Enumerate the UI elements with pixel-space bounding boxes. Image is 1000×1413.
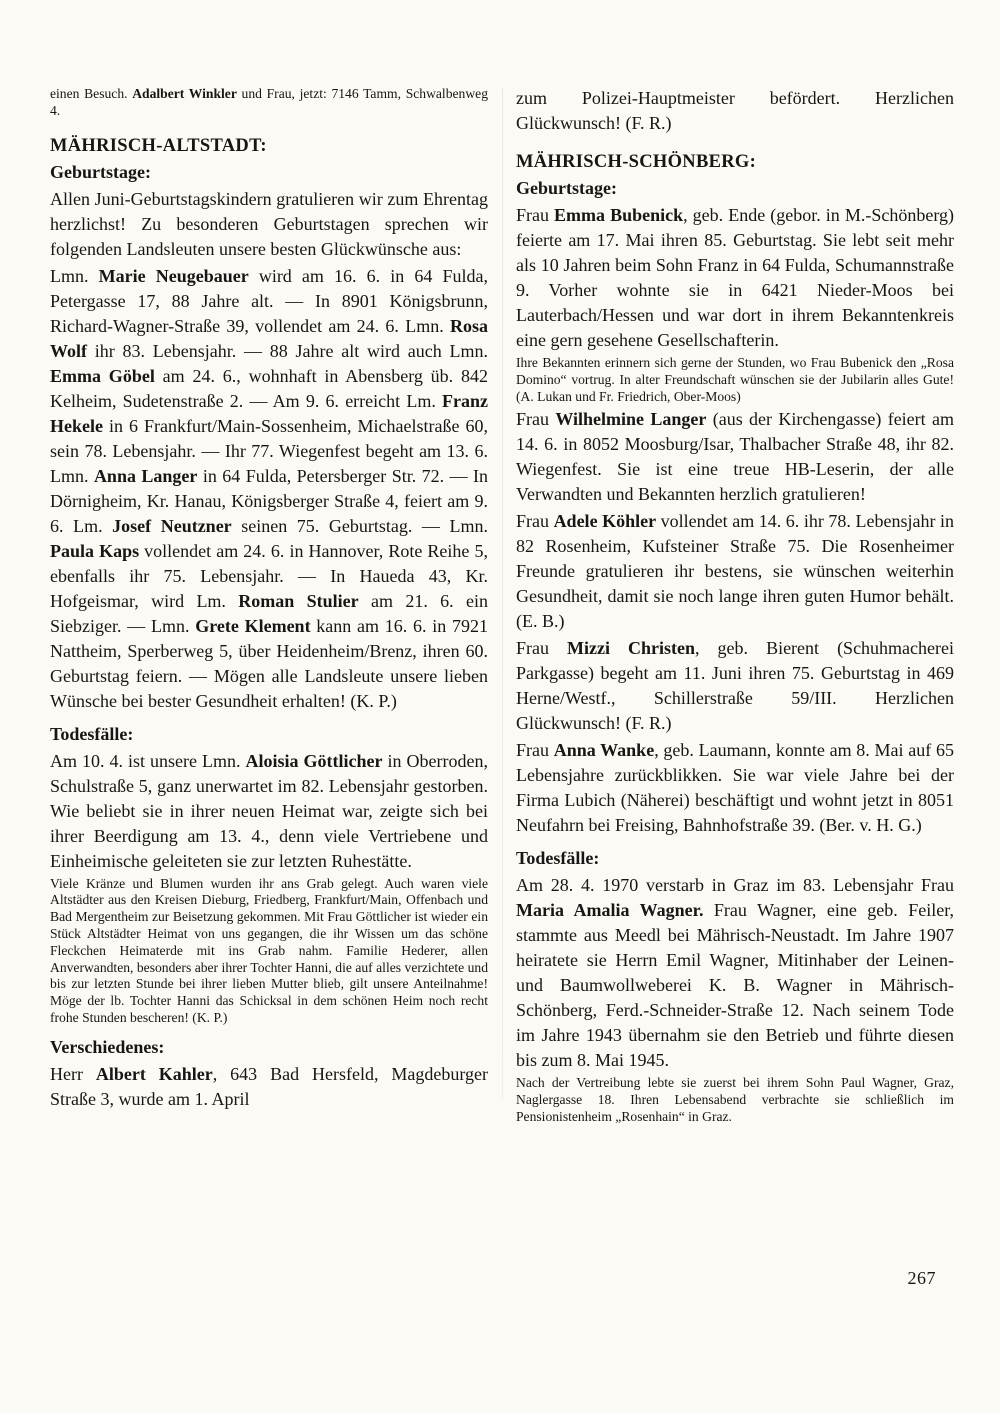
body-paragraph: [516, 203, 954, 353]
right-column: [516, 84, 954, 1128]
text-run: in 6 Frankfurt/Main-Sossenheim, Michaelstraße 60, sein 78. Lebensjahr. — Ihr 77. Wiegenfest begeht am 13. 6. Lmn.: [50, 415, 488, 486]
text-run: und Frau, jetzt: 7146 Tamm, Schwalbenweg 4.: [50, 86, 488, 118]
bold-name-text: Adalbert Winkler: [132, 86, 237, 101]
bold-name-text: Marie Neugebauer: [98, 265, 249, 286]
fine-print-paragraph: [516, 355, 954, 405]
text-run: ihr 83. Lebensjahr. — 88 Jahre alt wird auch Lmn.: [87, 340, 488, 361]
subsection-label: Verschiedenes:: [50, 1036, 165, 1057]
fine-print-paragraph: [516, 1075, 954, 1125]
text-run: Nach der Vertreibung lebte sie zuerst bei ihrem Sohn Paul Wagner, Graz, Naglergasse 18. Ihren Lebensabend verbrachte sie schließlich im Pensionistenheim „Rosenhain“ in Graz.: [516, 1075, 954, 1124]
body-paragraph: [516, 407, 954, 507]
text-run: (aus der Kirchengasse) feiert am 14. 6. in 8052 Moosburg/Isar, Thalbacher Straße 48, ihr 82. Wiegenfest. Sie ist eine treue HB-Leserin, der alle Verwandten und Bekannten herzlich gratulieren!: [516, 409, 955, 505]
section-heading: MÄHRISCH-ALTSTADT:: [50, 135, 267, 156]
text-run: Frau: [516, 740, 554, 761]
text-run: Frau: [516, 638, 568, 659]
text-run: Frau: [516, 409, 556, 430]
bold-name-text: Aloisia Göttlicher: [245, 750, 383, 771]
left-column: [50, 84, 488, 1114]
body-paragraph: [50, 749, 488, 874]
text-run: Frau: [516, 511, 554, 532]
bold-name-text: Adele Köhler: [553, 511, 657, 532]
bold-name-text: Josef Neutzner: [112, 515, 232, 536]
text-run: Lmn.: [50, 265, 99, 286]
bold-name-text: Roman Stulier: [238, 590, 359, 611]
body-paragraph: [516, 509, 954, 634]
text-run: am 24. 6., wohnhaft in Abensberg üb. 842 Kelheim, Sudetenstraße 2. — Am 9. 6. erreicht Lm.: [50, 365, 489, 411]
body-paragraph: [516, 636, 954, 736]
body-paragraph: [50, 1062, 488, 1112]
text-run: vollendet am 14. 6. ihr 78. Lebensjahr in 82 Rosenheim, Kufsteiner Straße 75. Die Rosenheimer Freunde gratulieren ihr bestens, sie wünschen weiterhin Gesundheit, damit sie noch lange ihren guten Humor behält. (E. B.): [516, 511, 955, 632]
text-run: Ihre Bekannten erinnern sich gerne der Stunden, wo Frau Bubenick den „Rosa Domino“ vortrug. In alter Freundschaft wünschen sie der Jubilarin alles Gute! (A. Lukan und Fr. Friedrich, Ober-Moos): [516, 355, 954, 404]
text-run: kann am 16. 6. in 7921 Nattheim, Sperberweg 5, über Heidenheim/Brenz, ihren 60. Geburtstag feiern. — Mögen alle Landsleute unsere lieben Wünsche bei bester Gesundheit erhalten! (K. P.): [50, 615, 488, 711]
text-run: Am 10. 4. ist unsere Lmn.: [50, 750, 246, 771]
text-run: , 643 Bad Hersfeld, Magdeburger Straße 3, wurde am 1. April: [50, 1063, 488, 1109]
column-divider: [502, 88, 503, 1098]
text-run: in 64 Fulda, Petersberger Str. 72. — In Dörnigheim, Kr. Hanau, Königsberger Straße 4, feiert am 9. 6. Lm.: [50, 465, 489, 536]
body-paragraph: [516, 873, 954, 1073]
fine-print-paragraph: [50, 86, 488, 120]
text-run: wird am 16. 6. in 64 Fulda, Petergasse 17, 88 Jahre alt. — In 8901 Königsbrunn, Richard-Wagner-Straße 39, vollendet am 24. 6. Lmn.: [50, 265, 488, 336]
page-number: 267: [907, 1268, 936, 1288]
body-paragraph: [516, 738, 954, 838]
text-run: Allen Juni-Geburtstagskindern gratulieren wir zum Ehrentag herzlichst! Zu besonderen Geburtstagen sprechen wir folgenden Landsleuten unsere besten Glückwünsche aus:: [50, 188, 488, 259]
section-heading: MÄHRISCH-SCHÖNBERG:: [516, 152, 757, 172]
text-run: einen Besuch.: [50, 86, 133, 101]
body-paragraph: [516, 86, 954, 136]
text-run: , geb. Ende (gebor. in M.-Schönberg) feierte am 17. Mai ihren 85. Geburtstag. Sie lebt seit mehr als 10 Jahren beim Sohn Franz in 64 Fulda, Schumannstraße 9. Vorher wohnte sie in 6421 Nieder-Moos bei Lauterbach/Hessen und war dort in ihrem Bekanntenkreis eine gern gesehene Gesellschafterin.: [516, 205, 954, 350]
subsection-label: Geburtstage:: [50, 161, 151, 182]
bold-name-text: Grete Klement: [195, 615, 311, 636]
bold-name-text: Emma Bubenick: [554, 205, 684, 225]
subsection-label: Todesfälle:: [50, 723, 134, 744]
text-run: Herr: [50, 1063, 96, 1084]
bold-name-text: Maria Amalia Wagner.: [516, 900, 704, 921]
bold-name-text: Mizzi Christen: [567, 638, 696, 659]
text-run: am 21. 6. ein Siebziger. — Lmn.: [50, 590, 489, 636]
bold-name-text: Anna Wanke: [553, 740, 655, 761]
bold-name-text: Emma Göbel: [50, 365, 155, 386]
bold-name-text: Wilhelmine Langer: [555, 409, 707, 430]
bold-name-text: Albert Kahler: [95, 1063, 213, 1084]
bold-name-text: Rosa Wolf: [50, 315, 488, 361]
text-run: Frau Wagner, eine geb. Feiler, stammte aus Meedl bei Mährisch-Neustadt. Im Jahre 1907 heiratete sie Herrn Emil Wagner, Mitinhaber der Leinen- und Baumwollweberei K. B. Wagner in Mährisch-Schönberg, Ferd.-Schneider-Straße 12. Nach seinem Tode im Jahre 1943 übernahm sie den Betrieb und führte diesen bis zum 8. Mai 1945.: [516, 900, 955, 1071]
text-columns: [50, 84, 954, 1128]
bold-name-text: Franz Hekele: [50, 390, 488, 436]
text-run: seinen 75. Geburtstag. — Lmn.: [231, 515, 488, 536]
subsection-label: Todesfälle:: [516, 848, 600, 869]
subsection-label: Geburtstage:: [516, 178, 617, 198]
text-run: , geb. Laumann, konnte am 8. Mai auf 65 Lebensjahre zurückblikken. Sie war viele Jahre bei der Firma Lubich (Näherei) beschäftigt und wohnt jetzt in 8051 Neufahrn bei Freising, Bahnhofstraße 39. (Ber. v. H. G.): [516, 740, 954, 836]
text-run: in Oberroden, Schulstraße 5, ganz unerwartet im 82. Lebensjahr gestorben. Wie beliebt sie in ihrer neuen Heimat war, zeigte sich bei ihrer Beerdigung am 13. 4., denn viele Vertriebene und Einheimische geleiteten sie zur letzten Ruhestätte.: [50, 750, 488, 871]
text-run: Frau: [516, 205, 555, 225]
text-run: Am 28. 4. 1970 verstarb in Graz im 83. Lebensjahr Frau: [516, 875, 954, 896]
text-run: zum Polizei-Hauptmeister befördert. Herzlichen Glückwunsch! (F. R.): [516, 88, 954, 133]
body-paragraph: [50, 187, 488, 262]
text-run: , geb. Bierent (Schuhmacherei Parkgasse) begeht am 11. Juni ihren 75. Geburtstag in 469 Herne/Westf., Schillerstraße 59/III. Herzlichen Glückwunsch! (F. R.): [516, 638, 955, 734]
bold-name-text: Paula Kaps: [50, 540, 140, 561]
bold-name-text: Anna Langer: [93, 465, 198, 486]
body-paragraph: [50, 264, 488, 714]
text-run: vollendet am 24. 6. in Hannover, Rote Reihe 5, ebenfalls ihr 75. Lebensjahr. — In Haueda 43, Kr. Hofgeismar, wird Lm.: [50, 540, 488, 611]
text-run: Viele Kränze und Blumen wurden ihr ans Grab gelegt. Auch waren viele Altstädter aus den Kreisen Dieburg, Friedberg, Frankfurt/Main, Offenbach und Bad Mergentheim zur Beisetzung gekommen. Mit Frau Göttlicher ist wieder ein Stück Altstädter Heimat von uns gegangen, die ihr Wissen um das schöne Fleckchen Heimaterde mit ins Grab nahm. Familie Hederer, allen Anverwandten, besonders aber ihrer Tochter Hanni, die auf alles verzichtete und bis zur letzten Stunde bei ihrer lieben Mutter blieb, gilt unsere Anteilnahme! Möge der lb. Tochter Hanni das Schicksal in dem schönen Heim noch recht frohe Stunden bescheren! (K. P.): [50, 875, 488, 1025]
fine-print-paragraph: [50, 876, 488, 1027]
